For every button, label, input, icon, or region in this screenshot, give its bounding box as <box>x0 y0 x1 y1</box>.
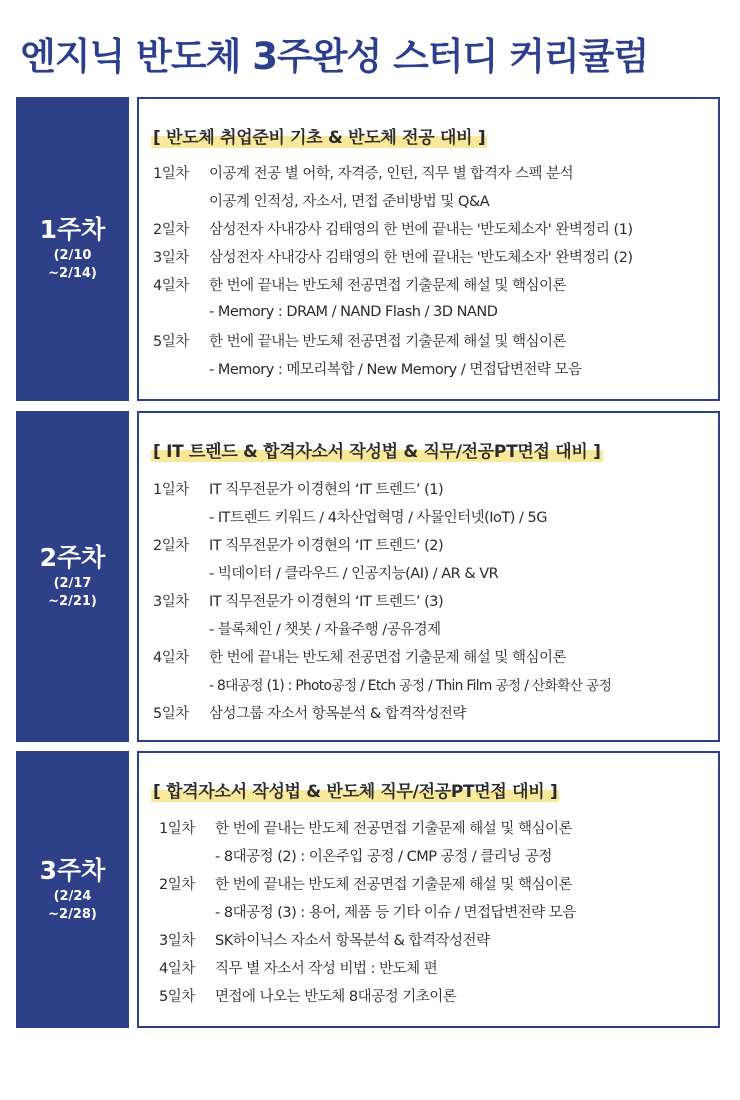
day-label: 4일차 <box>153 649 189 666</box>
item-text: IT 직무전문가 이경현의 ‘IT 트렌드’ (3) <box>209 593 444 610</box>
item-text: SK하이닉스 자소서 항목분석 & 합격작성전략 <box>215 932 490 949</box>
curriculum-item <box>159 841 712 869</box>
week-heading: [ IT 트렌드 & 합격자소서 작성법 & 직무/전공PT면접 대비 ] <box>151 437 603 462</box>
item-text: - 8대공정 (3) : 용어, 제품 등 기타 이슈 / 면접답변전략 모음 <box>215 904 576 921</box>
week-content-box <box>137 97 720 401</box>
item-text: 삼성그룹 자소서 항목분석 & 합격작성전략 <box>209 705 466 722</box>
curriculum-item <box>153 614 712 642</box>
curriculum-item <box>159 869 712 897</box>
item-text: - 빅데이터 / 클라우드 / 인공지능(AI) / AR & VR <box>209 565 499 582</box>
week-2-section <box>16 411 720 742</box>
curriculum-item <box>153 214 712 242</box>
curriculum-item <box>159 897 712 925</box>
day-label: 1일차 <box>159 820 195 837</box>
item-text: - IT트렌드 키워드 / 4차산업혁명 / 사물인터넷(IoT) / 5G <box>209 509 548 526</box>
week-label-panel <box>16 751 129 1028</box>
item-text: 면접에 나오는 반도체 8대공정 기초이론 <box>215 988 457 1005</box>
item-text: - 8대공정 (2) : 이온주입 공정 / CMP 공정 / 클리닝 공정 <box>215 848 552 865</box>
curriculum-item <box>153 242 712 270</box>
item-text: 삼성전자 사내강사 김태영의 한 번에 끝내는 '반도체소자' 완벽정리 (2) <box>209 249 633 266</box>
week-dates: (2/17 ~2/21) <box>48 575 97 609</box>
curriculum-item <box>153 530 712 558</box>
day-label: 5일차 <box>153 705 189 722</box>
curriculum-item <box>153 642 712 670</box>
curriculum-item <box>153 474 712 502</box>
day-label: 3일차 <box>153 249 189 266</box>
item-text: 이공계 전공 별 어학, 자격증, 인턴, 직무 별 합격자 스펙 분석 <box>209 165 574 182</box>
week-heading: [ 합격자소서 작성법 & 반도체 직무/전공PT면접 대비 ] <box>151 777 559 802</box>
curriculum-item <box>159 813 712 841</box>
curriculum-item <box>153 502 712 530</box>
day-label: 2일차 <box>153 537 189 554</box>
day-label: 5일차 <box>159 988 195 1005</box>
week-content-box <box>137 751 720 1028</box>
curriculum-item <box>153 158 712 186</box>
curriculum-item <box>159 981 712 1009</box>
day-label: 2일차 <box>159 876 195 893</box>
item-text: 한 번에 끝내는 반도체 전공면접 기출문제 해설 및 핵심이론 <box>215 876 573 893</box>
curriculum-item <box>159 925 712 953</box>
day-label: 1일차 <box>153 165 189 182</box>
item-text: - 8대공정 (1) : Photo공정 / Etch 공정 / Thin Film 공정 / 산화확산 공정 <box>209 678 612 694</box>
item-text: 한 번에 끝내는 반도체 전공면접 기출문제 해설 및 핵심이론 <box>209 649 567 666</box>
item-text: 한 번에 끝내는 반도체 전공면접 기출문제 해설 및 핵심이론 <box>209 277 567 294</box>
week-1-section <box>16 97 720 401</box>
item-text: 이공계 인적성, 자소서, 면접 준비방법 및 Q&A <box>209 193 490 210</box>
curriculum-item <box>153 326 712 354</box>
week-dates: (2/24 ~2/28) <box>48 888 97 922</box>
item-text: - Memory : 메모리복합 / New Memory / 면접답변전략 모음 <box>209 361 582 378</box>
item-text: - 블록체인 / 챗봇 / 자율주행 /공유경제 <box>209 621 441 638</box>
curriculum-item <box>153 586 712 614</box>
week-3-section <box>16 751 720 1028</box>
curriculum-list <box>153 158 712 382</box>
curriculum-list <box>159 813 712 1009</box>
curriculum-item <box>153 670 712 698</box>
week-label: 2주차 <box>39 542 106 572</box>
day-label: 5일차 <box>153 333 189 350</box>
curriculum-item <box>153 354 712 382</box>
week-heading: [ 반도체 취업준비 기초 & 반도체 전공 대비 ] <box>151 123 487 148</box>
item-text: 삼성전자 사내강사 김태영의 한 번에 끝내는 '반도체소자' 완벽정리 (1) <box>209 221 633 238</box>
item-text: 한 번에 끝내는 반도체 전공면접 기출문제 해설 및 핵심이론 <box>215 820 573 837</box>
week-label: 3주차 <box>39 855 106 885</box>
curriculum-list <box>153 474 712 726</box>
day-label: 2일차 <box>153 221 189 238</box>
day-label: 3일차 <box>159 932 195 949</box>
week-label: 1주차 <box>39 215 106 245</box>
day-label: 1일차 <box>153 481 189 498</box>
item-text: 직무 별 자소서 작성 비법 : 반도체 편 <box>215 960 438 977</box>
curriculum-item <box>153 558 712 586</box>
week-content-box <box>137 411 720 742</box>
day-label: 4일차 <box>159 960 195 977</box>
curriculum-item <box>153 186 712 214</box>
day-label: 4일차 <box>153 277 189 294</box>
week-dates: (2/10 ~2/14) <box>48 248 97 281</box>
curriculum-item <box>153 298 712 326</box>
page-title: 엔지닉 반도체 3주완성 스터디 커리큘럼 <box>20 35 649 78</box>
item-text: IT 직무전문가 이경현의 ‘IT 트렌드’ (2) <box>209 537 444 554</box>
curriculum-item <box>159 953 712 981</box>
week-label-panel <box>16 97 129 401</box>
curriculum-item <box>153 698 712 726</box>
item-text: IT 직무전문가 이경현의 ‘IT 트렌드’ (1) <box>209 481 444 498</box>
day-label: 3일차 <box>153 593 189 610</box>
curriculum-item <box>153 270 712 298</box>
item-text: 한 번에 끝내는 반도체 전공면접 기출문제 해설 및 핵심이론 <box>209 333 567 350</box>
item-text: - Memory : DRAM / NAND Flash / 3D NAND <box>209 304 498 320</box>
week-label-panel <box>16 411 129 742</box>
